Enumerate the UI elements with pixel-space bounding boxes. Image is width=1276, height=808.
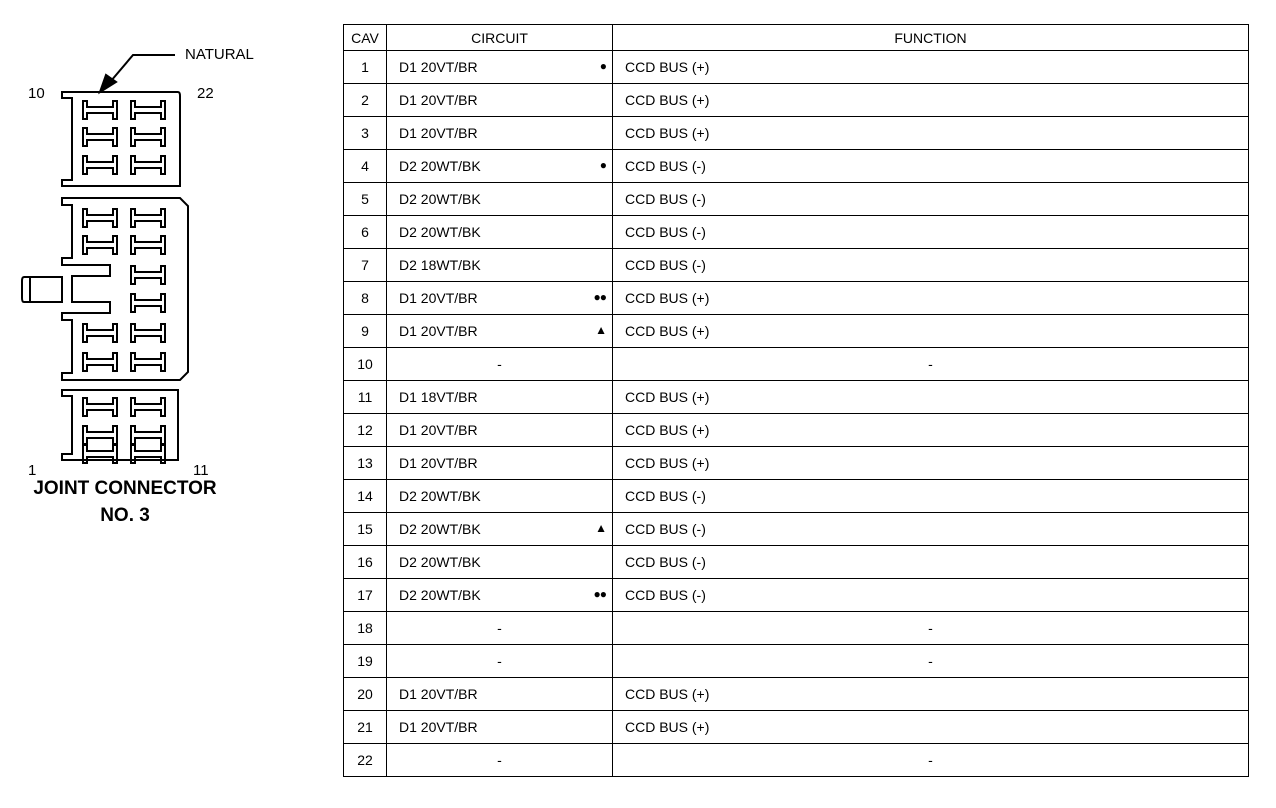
circuit-text: D2 20WT/BK: [399, 587, 481, 603]
pin-label-1: 1: [28, 462, 37, 479]
circuit-text: D2 18WT/BK: [399, 257, 481, 273]
circuit-cell: [387, 183, 613, 216]
table-row: [344, 678, 1249, 711]
circuit-text: D1 20VT/BR: [399, 719, 478, 735]
function-cell: CCD BUS (-): [613, 480, 1249, 513]
splice-mark: ●●: [593, 290, 606, 304]
circuit-cell: [387, 447, 613, 480]
terminal-cavity: [83, 236, 117, 254]
cav-cell: 19: [344, 645, 387, 678]
header-cav: CAV: [344, 25, 387, 51]
circuit-text: D1 20VT/BR: [399, 422, 478, 438]
function-cell: CCD BUS (-): [613, 579, 1249, 612]
function-cell: CCD BUS (+): [613, 381, 1249, 414]
terminal-cavity: [131, 209, 165, 227]
circuit-text: D1 20VT/BR: [399, 59, 478, 75]
circuit-text: -: [497, 620, 502, 636]
circuit-text: D1 20VT/BR: [399, 686, 478, 702]
circuit-text: D1 20VT/BR: [399, 125, 478, 141]
circuit-text: D2 20WT/BK: [399, 224, 481, 240]
circuit-cell: [387, 150, 613, 183]
function-cell: CCD BUS (-): [613, 249, 1249, 282]
table-row: [344, 612, 1249, 645]
pin-label-11: 11: [193, 462, 209, 479]
terminal-cavity: [131, 236, 165, 254]
terminal-cavity: [83, 128, 117, 146]
circuit-text: D1 18VT/BR: [399, 389, 478, 405]
connector-number: NO. 3: [100, 505, 150, 526]
function-cell: -: [613, 645, 1249, 678]
connector-middle-block: [62, 198, 188, 380]
table-row: [344, 513, 1249, 546]
function-cell: CCD BUS (+): [613, 711, 1249, 744]
cav-cell: 10: [344, 348, 387, 381]
cav-cell: 18: [344, 612, 387, 645]
header-circuit: CIRCUIT: [387, 25, 613, 51]
cav-cell: 7: [344, 249, 387, 282]
splice-mark: ●: [599, 59, 606, 73]
circuit-text: D2 20WT/BK: [399, 554, 481, 570]
function-cell: CCD BUS (+): [613, 84, 1249, 117]
circuit-cell: [387, 480, 613, 513]
table-row: [344, 117, 1249, 150]
terminal-cavity: [83, 209, 117, 227]
cav-cell: 9: [344, 315, 387, 348]
function-cell: CCD BUS (+): [613, 117, 1249, 150]
function-cell: CCD BUS (-): [613, 513, 1249, 546]
terminal-cavity: [83, 156, 117, 174]
circuit-cell: [387, 744, 613, 777]
table-row: [344, 546, 1249, 579]
terminal-cavity: [131, 426, 165, 444]
table-row: [344, 348, 1249, 381]
circuit-cell: [387, 513, 613, 546]
circuit-text: D1 20VT/BR: [399, 290, 478, 306]
terminal-cavity: [131, 101, 165, 119]
terminal-cavity: [131, 398, 165, 416]
table-row: [344, 282, 1249, 315]
function-cell: CCD BUS (+): [613, 678, 1249, 711]
function-cell: CCD BUS (-): [613, 546, 1249, 579]
pinout-table: [343, 24, 1249, 777]
circuit-text: D1 20VT/BR: [399, 455, 478, 471]
circuit-cell: [387, 414, 613, 447]
function-cell: CCD BUS (+): [613, 315, 1249, 348]
function-cell: CCD BUS (+): [613, 447, 1249, 480]
circuit-cell: [387, 645, 613, 678]
cav-cell: 22: [344, 744, 387, 777]
circuit-text: D2 20WT/BK: [399, 158, 481, 174]
circuit-cell: [387, 612, 613, 645]
table-row: [344, 711, 1249, 744]
connector-title: JOINT CONNECTOR: [33, 478, 217, 499]
circuit-text: D1 20VT/BR: [399, 92, 478, 108]
function-cell: CCD BUS (+): [613, 282, 1249, 315]
connector-diagram: [0, 0, 330, 560]
function-cell: CCD BUS (+): [613, 414, 1249, 447]
circuit-text: D2 20WT/BK: [399, 191, 481, 207]
circuit-cell: [387, 84, 613, 117]
cav-cell: 4: [344, 150, 387, 183]
splice-mark: ▲: [595, 521, 606, 535]
circuit-cell: [387, 51, 613, 84]
circuit-cell: [387, 282, 613, 315]
splice-mark: ▲: [595, 323, 606, 337]
circuit-text: D2 20WT/BK: [399, 488, 481, 504]
table-row: [344, 447, 1249, 480]
cav-cell: 6: [344, 216, 387, 249]
pin-label-10: 10: [28, 85, 45, 102]
table-row: [344, 84, 1249, 117]
circuit-text: -: [497, 653, 502, 669]
splice-mark: ●: [599, 158, 606, 172]
circuit-cell: [387, 315, 613, 348]
circuit-cell: [387, 348, 613, 381]
cav-cell: 17: [344, 579, 387, 612]
function-cell: CCD BUS (+): [613, 51, 1249, 84]
terminal-cavity: [131, 156, 165, 174]
cav-cell: 2: [344, 84, 387, 117]
pin-label-22: 22: [197, 85, 214, 102]
circuit-text: D2 20WT/BK: [399, 521, 481, 537]
cav-cell: 21: [344, 711, 387, 744]
table-row: [344, 315, 1249, 348]
terminal-cavity: [83, 353, 117, 371]
table-row: [344, 51, 1249, 84]
cav-cell: 1: [344, 51, 387, 84]
terminal-cavity: [131, 353, 165, 371]
cav-cell: 3: [344, 117, 387, 150]
terminal-cavity: [83, 398, 117, 416]
table-row: [344, 414, 1249, 447]
function-cell: -: [613, 612, 1249, 645]
cav-cell: 5: [344, 183, 387, 216]
table-row: [344, 579, 1249, 612]
circuit-cell: [387, 546, 613, 579]
connector-top-block: [62, 92, 180, 186]
function-cell: CCD BUS (-): [613, 216, 1249, 249]
function-cell: CCD BUS (-): [613, 150, 1249, 183]
cav-cell: 8: [344, 282, 387, 315]
cav-cell: 11: [344, 381, 387, 414]
circuit-cell: [387, 579, 613, 612]
function-cell: CCD BUS (-): [613, 183, 1249, 216]
circuit-cell: [387, 249, 613, 282]
function-cell: -: [613, 744, 1249, 777]
cav-cell: 15: [344, 513, 387, 546]
function-cell: -: [613, 348, 1249, 381]
circuit-text: D1 20VT/BR: [399, 323, 478, 339]
cav-cell: 20: [344, 678, 387, 711]
table-row: [344, 381, 1249, 414]
terminal-cavity: [83, 324, 117, 342]
terminal-cavity: [131, 294, 165, 312]
terminal-cavity: [131, 266, 165, 284]
table-row: [344, 183, 1249, 216]
circuit-text: -: [497, 752, 502, 768]
table-row: [344, 480, 1249, 513]
terminal-cavity: [131, 324, 165, 342]
terminal-cavity: [83, 426, 117, 444]
cav-cell: 16: [344, 546, 387, 579]
table-row: [344, 744, 1249, 777]
terminal-cavity: [83, 101, 117, 119]
circuit-cell: [387, 216, 613, 249]
table-row: [344, 216, 1249, 249]
cav-cell: 13: [344, 447, 387, 480]
table-row: [344, 645, 1249, 678]
circuit-cell: [387, 711, 613, 744]
header-function: FUNCTION: [613, 25, 1249, 51]
splice-mark: ●●: [593, 587, 606, 601]
circuit-cell: [387, 381, 613, 414]
table-header: [344, 25, 1249, 51]
connector-latch: [22, 277, 62, 302]
circuit-cell: [387, 117, 613, 150]
terminal-cavity: [131, 128, 165, 146]
cav-cell: 14: [344, 480, 387, 513]
circuit-cell: [387, 678, 613, 711]
color-label: NATURAL: [185, 46, 254, 63]
cav-cell: 12: [344, 414, 387, 447]
table-row: [344, 249, 1249, 282]
circuit-text: -: [497, 356, 502, 372]
table-row: [344, 150, 1249, 183]
